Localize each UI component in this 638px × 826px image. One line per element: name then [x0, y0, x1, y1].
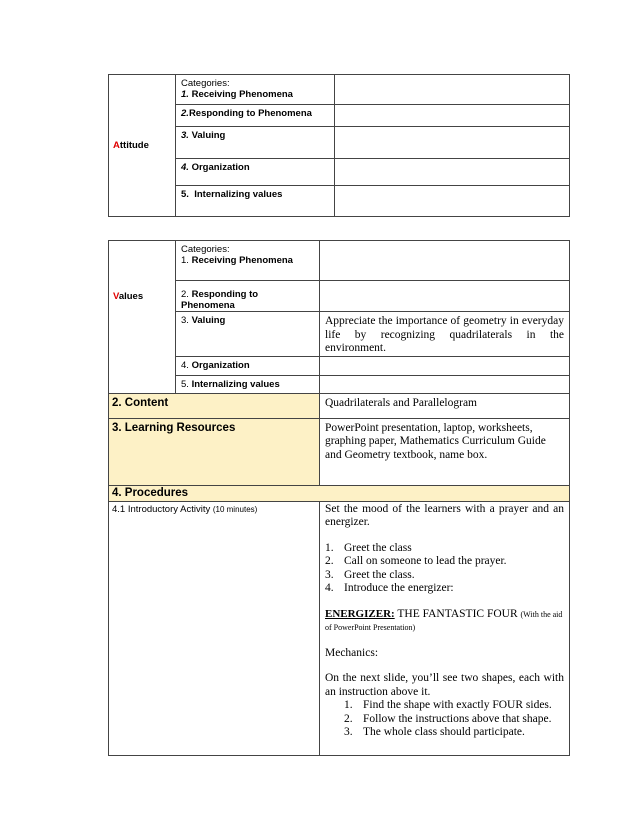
energizer-title: THE FANTASTIC FOUR — [397, 607, 518, 620]
category-number: 2. — [181, 289, 189, 300]
category-cell — [176, 281, 320, 312]
category-label: Valuing — [191, 130, 226, 141]
slide-instruction-text: On the next slide, you’ll see two shapes, each with an instruction above it. — [325, 672, 564, 698]
domain-label-attitude — [109, 75, 176, 217]
list-item: 2. Call on someone to lead the prayer. — [325, 555, 507, 567]
list-item: 2. Follow the instructions above that shape. — [344, 712, 552, 725]
category-label: Receiving Phenomena — [191, 255, 293, 266]
category-number: 2. — [181, 108, 189, 119]
mechanics-label: Mechanics: — [325, 646, 379, 659]
category-cell — [176, 75, 335, 105]
list-item: 3. The whole class should participate. — [344, 726, 525, 738]
category-label: Organization — [191, 162, 250, 173]
learning-resources-value: PowerPoint presentation, laptop, worksheets, graphing paper, Mathematics Curriculum Guide and Geometry textbook, name box. — [320, 418, 570, 485]
learning-resources-label: 3. Learning Resources — [109, 418, 320, 485]
category-cell — [176, 127, 335, 159]
list-item: 4. Introduce the energizer: — [325, 582, 454, 594]
category-cell — [176, 159, 335, 186]
category-number: 3. — [181, 130, 189, 141]
category-value-cell[interactable] — [335, 186, 570, 217]
category-cell — [176, 312, 320, 357]
category-value-cell[interactable] — [320, 375, 570, 393]
category-cell — [176, 375, 320, 393]
category-value-cell[interactable]: Appreciate the importance of geometry in everyday life by recognizing quadrilaterals in the environment. — [320, 312, 570, 357]
category-cell — [176, 105, 335, 127]
category-cell — [176, 356, 320, 375]
list-item: 3. Greet the class. — [325, 568, 415, 581]
category-value-cell[interactable] — [335, 105, 570, 127]
category-value-cell[interactable] — [320, 281, 570, 312]
energizer-note: (With the aid of PowerPoint Presentation) — [325, 609, 563, 632]
intro-activity-duration: (10 minutes) — [212, 504, 258, 514]
category-number: 5. — [181, 189, 189, 200]
domain-initial: V — [113, 291, 119, 303]
category-value-cell[interactable] — [320, 241, 570, 281]
list-item: 1. Greet the class — [325, 541, 412, 554]
domain-rest: ttitude — [119, 140, 149, 151]
category-label: Responding to Phenomena — [181, 289, 259, 311]
mood-text: Set the mood of the learners with a prayer and an energizer. — [325, 502, 564, 528]
mechanics-steps-list — [325, 699, 564, 740]
category-number: 5. — [181, 378, 189, 390]
category-label: Internalizing values — [194, 189, 283, 200]
category-cell — [176, 241, 320, 281]
category-label: Internalizing values — [191, 378, 280, 390]
domain-initial: A — [113, 140, 120, 151]
domain-label-values — [109, 241, 176, 394]
intro-activity-label: 4.1 Introductory Activity — [112, 503, 211, 515]
category-value-cell[interactable] — [335, 127, 570, 159]
energizer-line — [325, 608, 564, 635]
category-number: 1. — [181, 255, 189, 266]
domain-rest: alues — [118, 291, 144, 303]
categories-label: Categories: — [181, 78, 230, 89]
content-value: Quadrilaterals and Parallelogram — [320, 393, 570, 418]
categories-label: Categories: — [181, 244, 230, 255]
category-label: Responding to Phenomena — [188, 108, 312, 119]
category-value-cell[interactable] — [335, 159, 570, 186]
category-number: 1. — [181, 89, 189, 100]
attitude-table — [108, 74, 570, 217]
intro-steps-list — [325, 542, 564, 596]
category-number: 3. — [181, 315, 189, 326]
category-label: Organization — [191, 359, 250, 371]
values-table — [108, 240, 570, 756]
content-section-label: 2. Content — [109, 393, 320, 418]
category-cell — [176, 186, 335, 217]
intro-activity-content — [320, 501, 570, 755]
category-value-cell[interactable] — [320, 356, 570, 375]
energizer-label: ENERGIZER: — [325, 607, 395, 620]
category-number: 4. — [181, 359, 189, 371]
category-label: Receiving Phenomena — [191, 89, 293, 100]
category-number: 4. — [181, 162, 189, 173]
category-label: Valuing — [191, 315, 226, 326]
procedures-section-label: 4. Procedures — [109, 485, 570, 501]
intro-activity-label-cell — [109, 501, 320, 755]
category-value-cell[interactable] — [335, 75, 570, 105]
list-item: 1. Find the shape with exactly FOUR sides. — [344, 699, 552, 711]
